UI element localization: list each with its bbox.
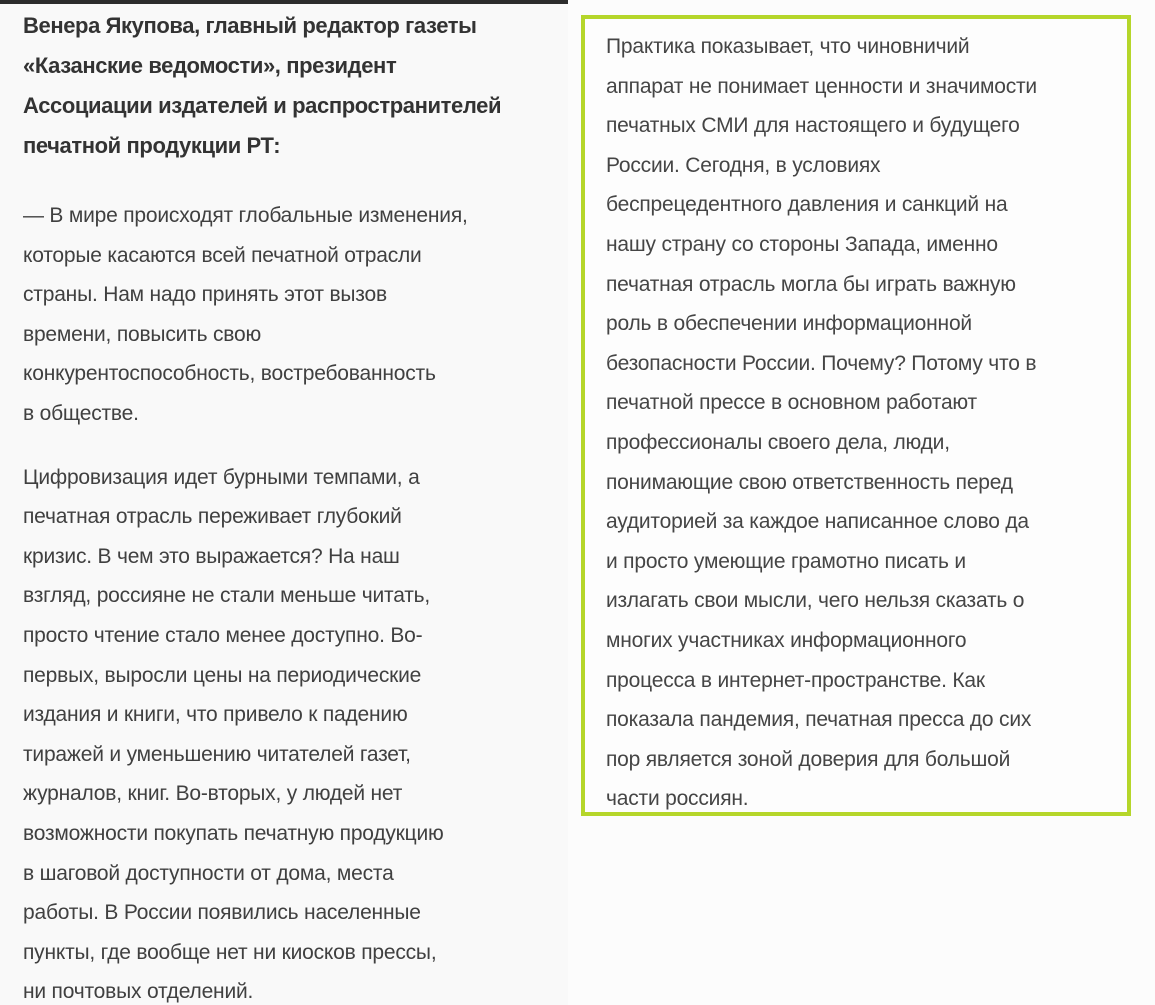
quote-line: печатных СМИ для настоящего и будущего: [606, 114, 1020, 138]
paragraph-line: Цифровизация идет бурными темпами, а: [23, 465, 420, 489]
author-heading: [23, 6, 548, 166]
quote-line: печатной прессе в основном работают: [606, 391, 977, 415]
quote-line: аудиторией за каждое написанное слово да: [606, 510, 1029, 534]
paragraph-line: печатная отрасль переживает глубокий: [23, 505, 402, 529]
quote-line: части россиян.: [606, 787, 749, 811]
quote-line: пор является зоной доверия для большой: [606, 747, 1011, 771]
quote-line: роль в обеспечении информационной: [606, 312, 972, 336]
article-paragraph-1: [23, 196, 548, 434]
paragraph-line: кризис. В чем это выражается? На наш: [23, 544, 400, 568]
paragraph-line: взгляд, россияне не стали меньше читать,: [23, 584, 431, 608]
paragraph-line: в шаговой доступности от дома, места: [23, 861, 394, 885]
paragraph-line: первых, выросли цены на периодические: [23, 663, 422, 687]
top-divider: [0, 0, 568, 4]
quote-line: аппарат не понимает ценности и значимости: [606, 74, 1037, 98]
author-line: Ассоциации издателей и распространителей: [23, 93, 502, 118]
quote-line: понимающие свою ответственность перед: [606, 470, 1013, 494]
quote-line: беспрецедентного давления и санкций на: [606, 193, 1008, 217]
author-line: печатной продукции РТ:: [23, 133, 281, 158]
paragraph-line: которые касаются всей печатной отрасли: [23, 243, 422, 267]
article-column: [0, 0, 568, 1005]
paragraph-line: издания и книги, что привело к падению: [23, 703, 408, 727]
paragraph-line: пункты, где вообще нет ни киосков прессы,: [23, 940, 437, 964]
paragraph-line: времени, повысить свою: [23, 322, 262, 346]
quote-line: многих участниках информационного: [606, 628, 967, 652]
quote-line: и просто умеющие грамотно писать и: [606, 549, 966, 573]
quote-line: России. Сегодня, в условиях: [606, 153, 881, 177]
paragraph-line: просто чтение стало менее доступно. Во-: [23, 623, 423, 647]
quote-box: [581, 15, 1131, 816]
paragraph-line: страны. Нам надо принять этот вызов: [23, 283, 387, 307]
paragraph-line: конкурентоспособность, востребованность: [23, 362, 436, 386]
quote-line: показала пандемия, печатная пресса до сих: [606, 708, 1032, 732]
paragraph-line: тиражей и уменьшению читателей газет,: [23, 742, 411, 766]
quote-line: излагать свои мысли, чего нельзя сказать о: [606, 589, 1025, 613]
author-line: Венера Якупова, главный редактор газеты: [23, 13, 477, 38]
paragraph-line: журналов, книг. Во-вторых, у людей нет: [23, 782, 403, 806]
paragraph-line: работы. В России появились населенные: [23, 901, 421, 925]
paragraph-line: — В мире происходят глобальные изменения,: [23, 204, 468, 227]
quote-line: нашу страну со стороны Запада, именно: [606, 232, 998, 256]
quote-line: Практика показывает, что чиновничий: [606, 35, 970, 58]
author-line: «Казанские ведомости», президент: [23, 53, 397, 78]
paragraph-line: в обществе.: [23, 401, 139, 425]
quote-line: безопасности России. Почему? Потому что в: [606, 351, 1037, 375]
paragraph-line: ни почтовых отделений.: [23, 980, 254, 1004]
article-paragraph-2: [23, 458, 548, 1005]
quote-line: процесса в интернет-пространстве. Как: [606, 668, 985, 692]
quote-line: профессионалы своего дела, люди,: [606, 430, 950, 454]
quote-line: печатная отрасль могла бы играть важную: [606, 272, 1016, 296]
paragraph-line: возможности покупать печатную продукцию: [23, 821, 444, 845]
